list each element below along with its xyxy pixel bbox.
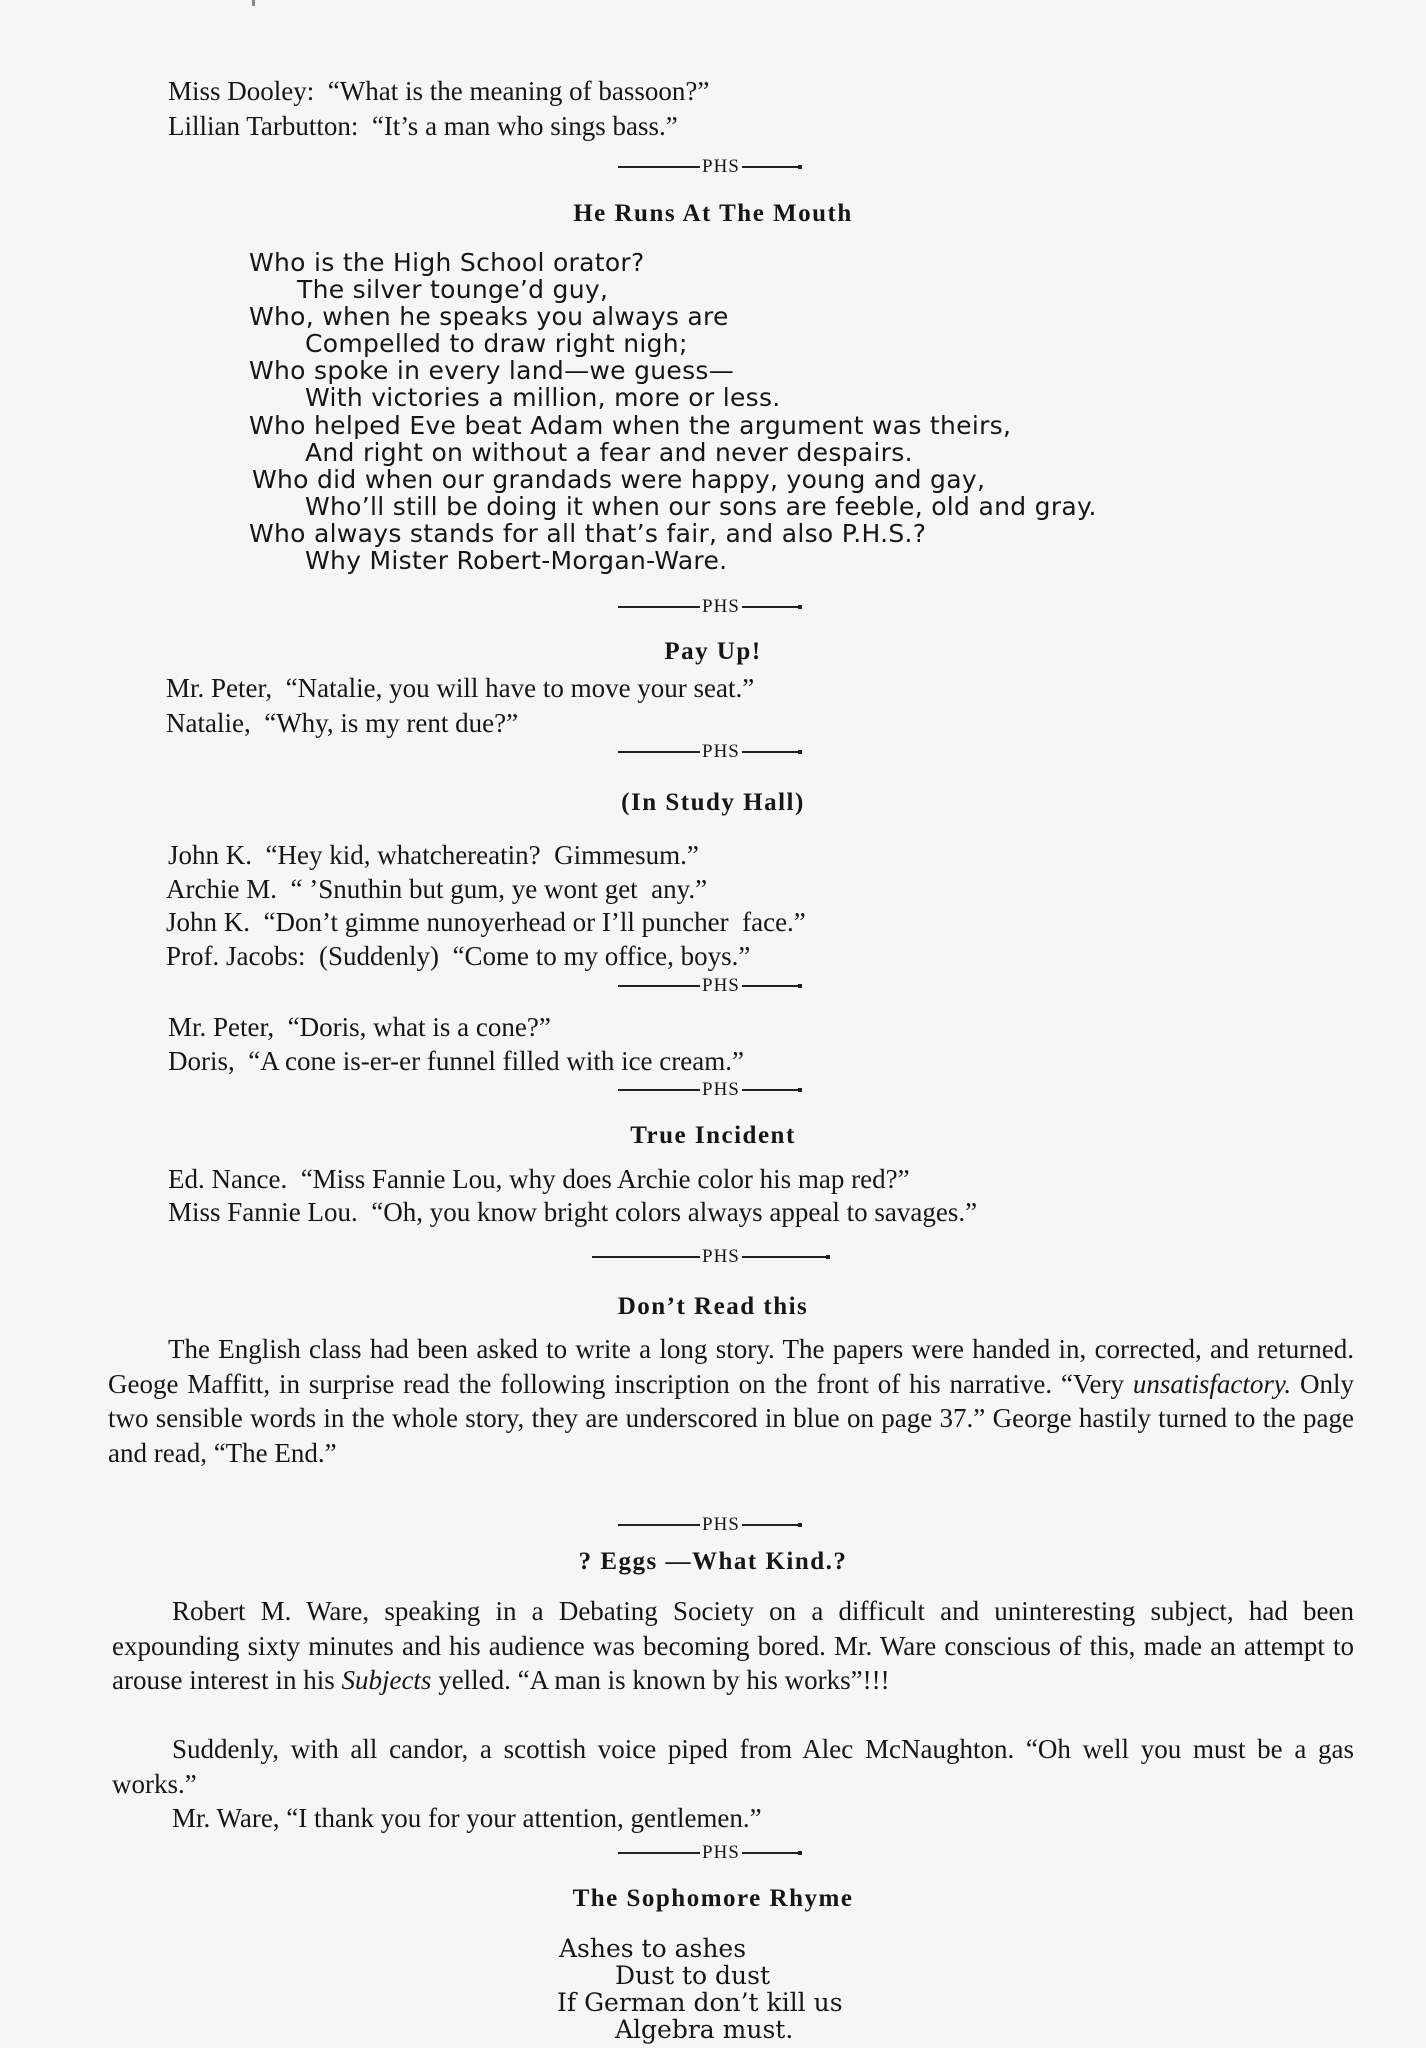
rhyme-line: Ashes to ashes: [559, 1934, 747, 1963]
dialogue-line: Mr. Peter, “Natalie, you will have to move your seat.”: [166, 673, 755, 703]
phs-separator: PHS: [618, 976, 802, 996]
story-paragraph: The English class had been asked to write a long story. The papers were handed in, corrected, and returned. Geoge Maffitt, in surprise read the following inscription on the front of his narrative. “Very unsatisfactory. Only two sensible words in the whole story, they are underscored in blue on page 37.” George hastily turned to the page and read, “The End.”: [108, 1334, 1354, 1468]
section-title: The Sophomore Rhyme: [572, 1885, 854, 1912]
scan-speck: [252, 0, 255, 6]
dialogue-line: John K. “Hey kid, whatchereatin? Gimmesum.”: [168, 840, 699, 870]
section-title: He Runs At The Mouth: [573, 200, 853, 227]
poem-line: The silver tounge’d guy,: [297, 275, 609, 304]
rhyme-line: If German don’t kill us: [557, 1988, 843, 2017]
rhyme-line: Algebra must.: [615, 2015, 794, 2044]
poem-line: And right on without a fear and never despairs.: [305, 438, 913, 467]
phs-separator: PHS: [618, 742, 802, 762]
poem-line: Who did when our grandads were happy, young and gay,: [252, 465, 986, 494]
dialogue-line: Doris, “A cone is-er-er funnel filled with ice cream.”: [168, 1046, 744, 1076]
emphasis: Subjects: [341, 1665, 432, 1695]
poem-line: Who, when he speaks you always are: [249, 302, 729, 331]
dialogue-line: Ed. Nance. “Miss Fannie Lou, why does Archie color his map red?”: [168, 1164, 910, 1194]
phs-separator: PHS: [618, 157, 802, 177]
poem-line: Who always stands for all that’s fair, and also P.H.S.?: [249, 519, 927, 548]
dialogue-line: John K. “Don’t gimme nunoyerhead or I’ll puncher face.”: [166, 907, 806, 937]
story-paragraph: Suddenly, with all candor, a scottish voice piped from Alec McNaughton. “Oh well you must be a gas works.”: [112, 1734, 1354, 1799]
section-title: (In Study Hall): [621, 789, 805, 816]
dialogue-line: Miss Fannie Lou. “Oh, you know bright colors always appeal to savages.”: [168, 1197, 978, 1227]
section-title: ? Eggs —What Kind.?: [578, 1548, 848, 1575]
poem-line: Who’ll still be doing it when our sons are feeble, old and gray.: [305, 492, 1097, 521]
dialogue-line: Archie M. “ ’Snuthin but gum, ye wont get any.”: [166, 874, 708, 904]
story-paragraph: Mr. Ware, “I thank you for your attention, gentlemen.”: [172, 1803, 762, 1833]
section-title: Don’t Read this: [617, 1293, 809, 1320]
story-paragraph: Robert M. Ware, speaking in a Debating Society on a difficult and uninteresting subject, had been expounding sixty minutes and his audience was becoming bored. Mr. Ware conscious of this, made an attempt to arouse interest in his Subjects yelled. “A man is known by his works”!!!: [112, 1596, 1354, 1695]
poem-line: With victories a million, more or less.: [305, 383, 781, 412]
dialogue-line: Natalie, “Why, is my rent due?”: [166, 708, 519, 738]
poem-line: Why Mister Robert-Morgan-Ware.: [305, 546, 728, 575]
phs-separator: PHS: [592, 1247, 830, 1267]
section-title: True Incident: [630, 1122, 796, 1149]
phs-separator: PHS: [618, 1515, 802, 1535]
phs-separator: PHS: [618, 1080, 802, 1100]
section-title: Pay Up!: [664, 638, 762, 665]
poem-line: Who is the High School orator?: [249, 248, 645, 277]
phs-separator: PHS: [618, 1843, 802, 1863]
dialogue-line: Lillian Tarbutton: “It’s a man who sings bass.”: [168, 111, 678, 141]
poem-line: Who spoke in every land—we guess—: [249, 356, 735, 385]
rhyme-line: Dust to dust: [615, 1961, 770, 1990]
poem-line: Compelled to draw right nigh;: [305, 329, 688, 358]
dialogue-line: Prof. Jacobs: (Suddenly) “Come to my office, boys.”: [166, 941, 751, 971]
dialogue-line: Mr. Peter, “Doris, what is a cone?”: [168, 1012, 551, 1042]
dialogue-line: Miss Dooley: “What is the meaning of bassoon?”: [168, 76, 710, 106]
poem-line: Who helped Eve beat Adam when the argument was theirs,: [249, 411, 1012, 440]
phs-separator: PHS: [618, 597, 802, 617]
emphasis: unsatisfactory.: [1132, 1368, 1292, 1399]
